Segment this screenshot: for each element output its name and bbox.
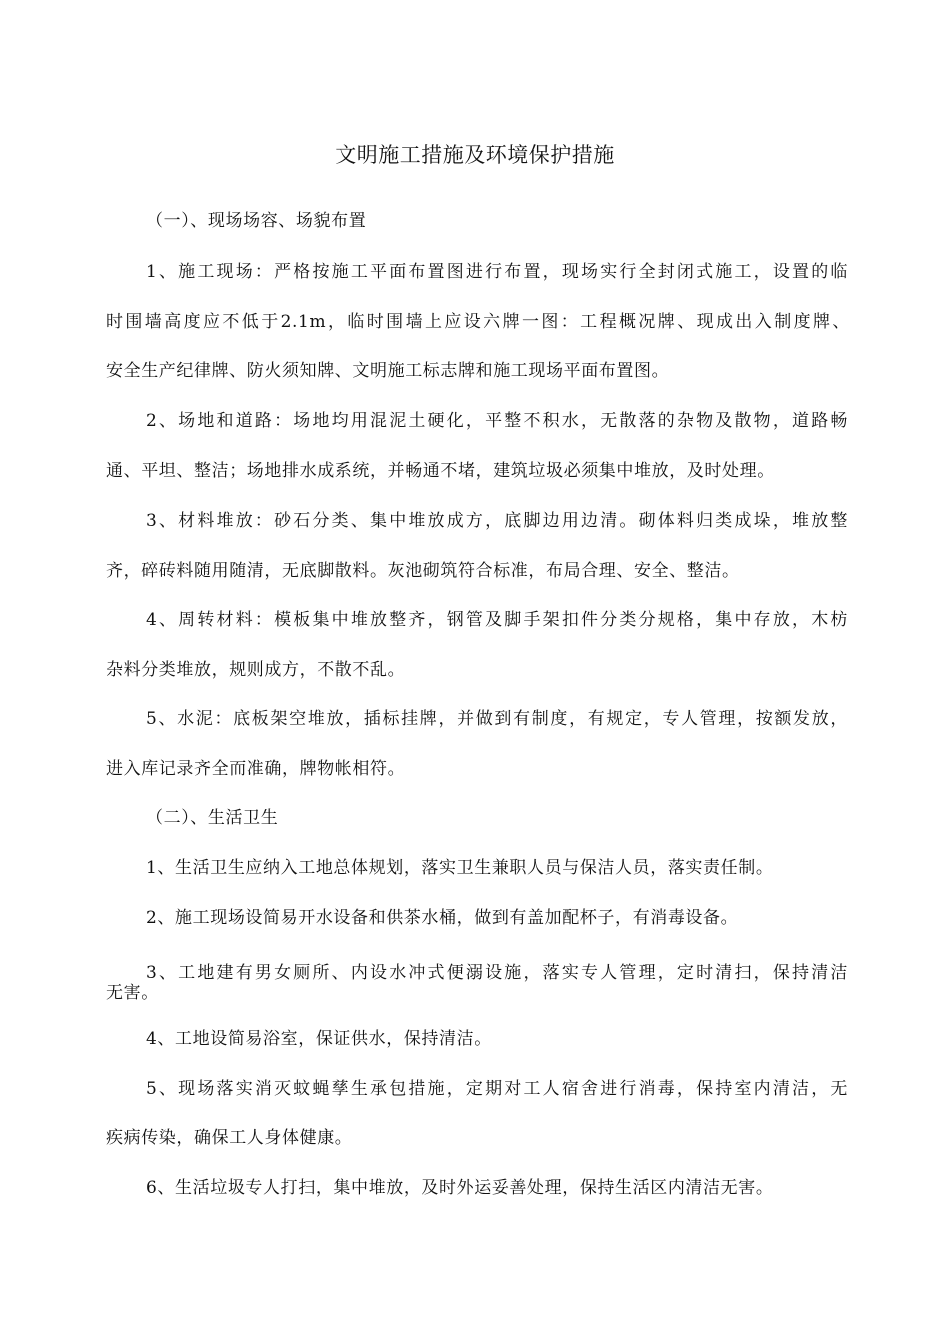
document-title: 文明施工措施及环境保护措施: [335, 143, 615, 167]
paragraph-cement-line-1: 5、水泥：底板架空堆放，插标挂牌，并做到有制度，有规定，专人管理，按额发放，: [146, 709, 848, 729]
paragraph-material-stacking-line-2: 齐，碎砖料随用随清，无底脚散料。灰池砌筑符合标准，布局合理、安全、整洁。: [106, 561, 740, 581]
paragraph-site-roads-line-2: 通、平坦、整洁；场地排水成系统，并畅通不堵，建筑垃圾必须集中堆放，及时处理。: [106, 461, 775, 481]
paragraph-drinking-water: 2、施工现场设简易开水设备和供茶水桶，做到有盖加配杯子，有消毒设备。: [146, 908, 739, 928]
paragraph-turnover-materials-line-2: 杂料分类堆放，规则成方，不散不乱。: [106, 660, 406, 680]
paragraph-garbage: 6、生活垃圾专人打扫，集中堆放，及时外运妥善处理，保持生活区内清洁无害。: [146, 1178, 774, 1198]
section-heading-site-layout: （一）、现场场容、场貌布置: [146, 211, 367, 231]
paragraph-cement-line-2: 进入库记录齐全而准确，牌物帐相符。: [106, 759, 406, 779]
paragraph-toilets-line-2: 无害。: [106, 983, 159, 1003]
paragraph-toilets-line-1: 3、工地建有男女厕所、内设水冲式便溺设施，落实专人管理，定时清扫，保持清洁: [146, 963, 848, 983]
paragraph-bathroom: 4、工地设简易浴室，保证供水，保持清洁。: [146, 1029, 492, 1049]
paragraph-site-construction-line-1: 1、施工现场：严格按施工平面布置图进行布置，现场实行全封闭式施工，设置的临: [146, 262, 848, 282]
paragraph-hygiene-planning: 1、生活卫生应纳入工地总体规划，落实卫生兼职人员与保洁人员，落实责任制。: [146, 858, 774, 878]
paragraph-turnover-materials-line-1: 4、周转材料：模板集中堆放整齐，钢管及脚手架扣件分类分规格，集中存放，木枋: [146, 610, 848, 630]
paragraph-site-construction-line-3: 安全生产纪律牌、防火须知牌、文明施工标志牌和施工现场平面布置图。: [106, 361, 670, 381]
paragraph-site-construction-line-2: 时围墙高度应不低于2.1m，临时围墙上应设六牌一图：工程概况牌、现成出入制度牌、: [106, 312, 850, 332]
paragraph-pest-control-line-2: 疾病传染，确保工人身体健康。: [106, 1128, 353, 1148]
paragraph-material-stacking-line-1: 3、材料堆放：砂石分类、集中堆放成方，底脚边用边清。砌体料归类成垛，堆放整: [146, 511, 848, 531]
paragraph-site-roads-line-1: 2、场地和道路：场地均用混泥土硬化，平整不积水，无散落的杂物及散物，道路畅: [146, 411, 848, 431]
section-heading-living-hygiene: （二）、生活卫生: [146, 808, 279, 828]
paragraph-pest-control-line-1: 5、现场落实消灭蚊蝇孳生承包措施，定期对工人宿舍进行消毒，保持室内清洁，无: [146, 1079, 848, 1099]
